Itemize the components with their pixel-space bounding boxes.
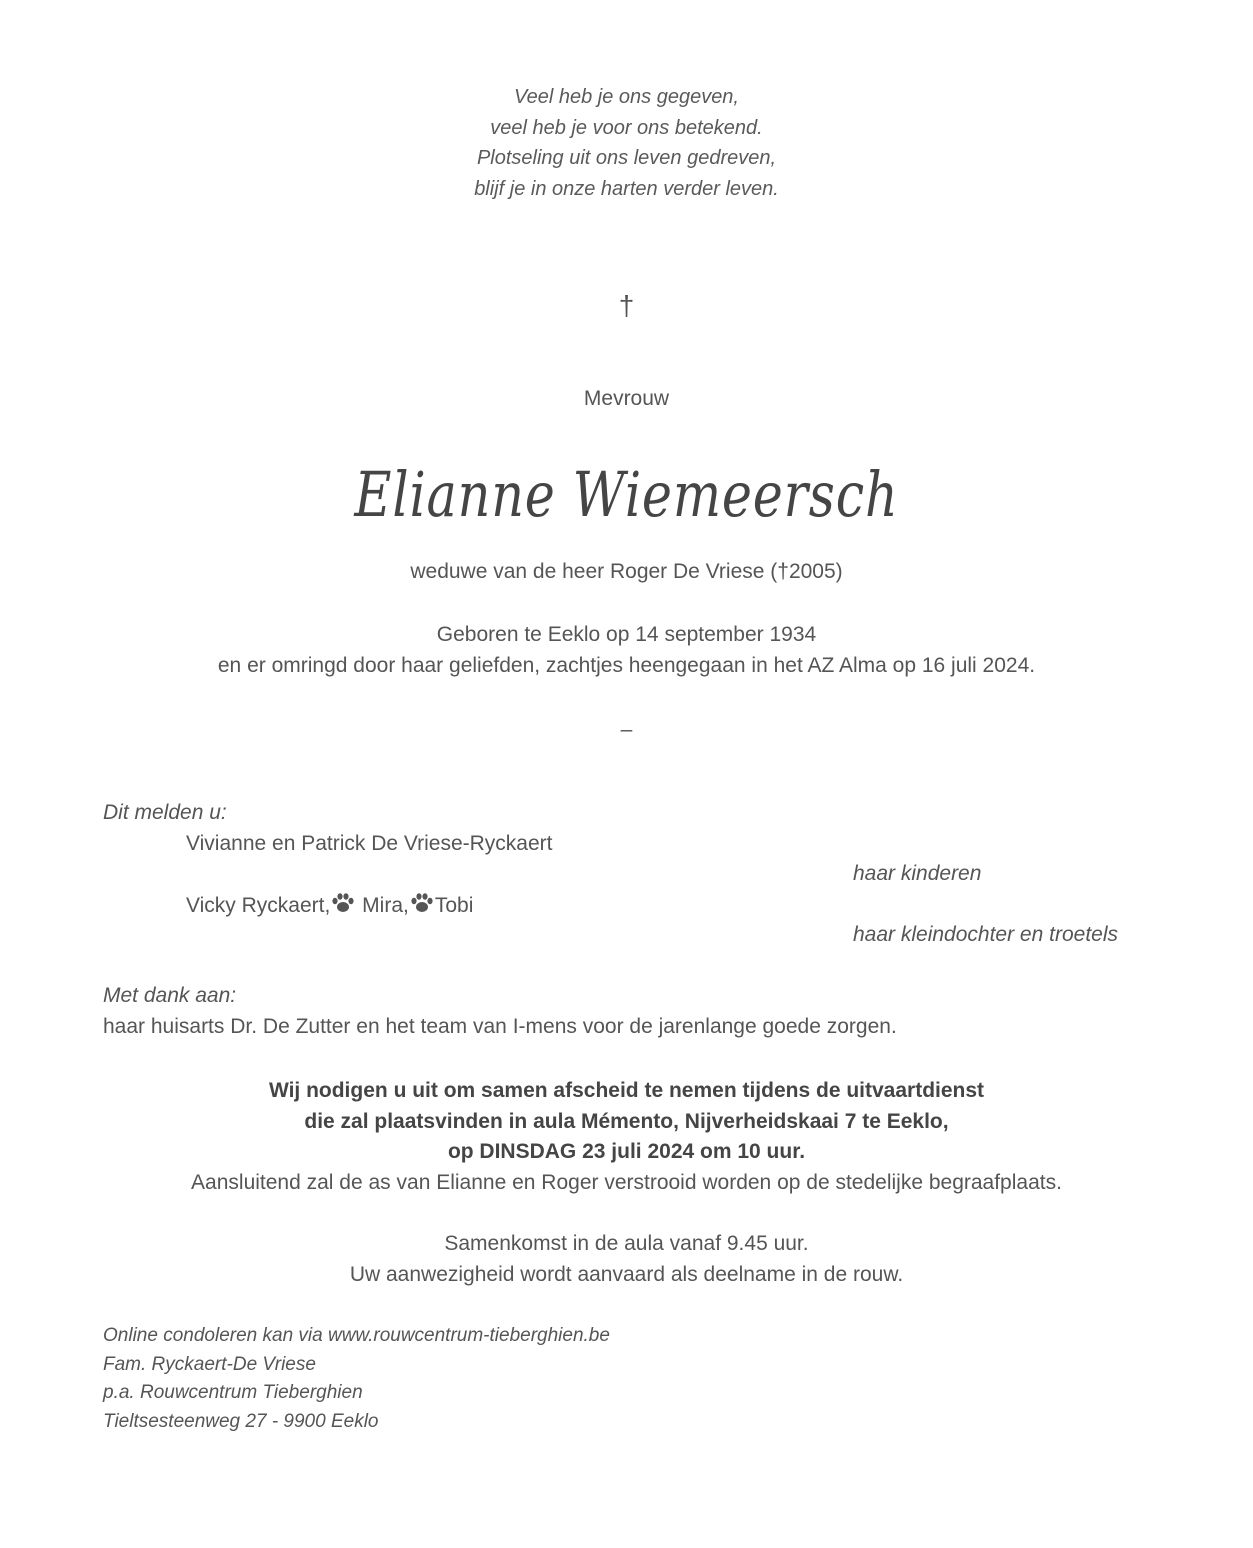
poem-line: veel heb je voor ons betekend.: [490, 116, 763, 139]
footer-contact: [103, 1322, 610, 1436]
death-line: en er omringd door haar geliefden, zachtjes heengegaan in het AZ Alma op 16 juli 2024.: [217, 654, 1036, 677]
grandchild-name: Vicky Ryckaert,: [186, 894, 331, 917]
widow-line: weduwe van de heer Roger De Vriese (†2005): [410, 560, 843, 583]
gathering-line: Samenkomst in de aula vanaf 9.45 uur.: [444, 1232, 809, 1255]
poem-line: Veel heb je ons gegeven,: [514, 86, 739, 108]
thanks-text: haar huisarts Dr. De Zutter en het team van I-mens voor de jarenlange goede zorgen.: [103, 1015, 897, 1038]
invitation-line: die zal plaatsvinden in aula Mémento, Nijverheidskaai 7 te Eeklo,: [304, 1109, 949, 1133]
family-address-name: Fam. Ryckaert-De Vriese: [103, 1353, 316, 1375]
family-grandchild-relation: haar kleindochter en troetels: [853, 923, 1118, 946]
thanks-label: Met dank aan:: [103, 984, 237, 1007]
invitation-after: Aansluitend zal de as van Elianne en Roger verstrooid worden op de stedelijke begraafplaats.: [191, 1170, 1062, 1194]
poem-line: blijf je in onze harten verder leven.: [474, 177, 779, 200]
gathering-line: Uw aanwezigheid wordt aanvaard als deelname in de rouw.: [349, 1262, 904, 1286]
announce-label: Dit melden u:: [103, 801, 227, 824]
poem: [0, 82, 1253, 204]
condolence-link: Online condoleren kan via www.rouwcentrum-tieberghien.be: [103, 1325, 610, 1346]
deceased-name: Elianne Wiemeersch: [354, 458, 899, 531]
funeral-home: p.a. Rouwcentrum Tieberghien: [103, 1382, 363, 1403]
cross-icon: †: [618, 290, 635, 321]
birth-line: Geboren te Eeklo op 14 september 1934: [436, 623, 817, 646]
paw-print-icon: [409, 892, 435, 914]
funeral-invitation: [0, 1076, 1253, 1198]
funeral-home-address: Tieltsesteenweg 27 - 9900 Eeklo: [103, 1410, 379, 1432]
invitation-line: Wij nodigen u uit om samen afscheid te nemen tijdens de uitvaartdienst: [268, 1079, 985, 1102]
invitation-line: op DINSDAG 23 juli 2024 om 10 uur.: [447, 1140, 806, 1163]
separator: –: [620, 718, 633, 741]
honorific-title: Mevrouw: [583, 387, 670, 410]
family-children-relation: haar kinderen: [853, 862, 982, 885]
pet-name: Tobi: [434, 894, 474, 917]
poem-line: Plotseling uit ons leven gedreven,: [476, 147, 777, 169]
gathering-info: [0, 1229, 1253, 1290]
birth-death-info: [0, 619, 1253, 681]
family-children-names: Vivianne en Patrick De Vriese-Ryckaert: [186, 832, 553, 855]
pet-name: Mira,: [362, 894, 409, 917]
family-grandchild-names: [186, 892, 473, 918]
paw-print-icon: [330, 892, 356, 914]
